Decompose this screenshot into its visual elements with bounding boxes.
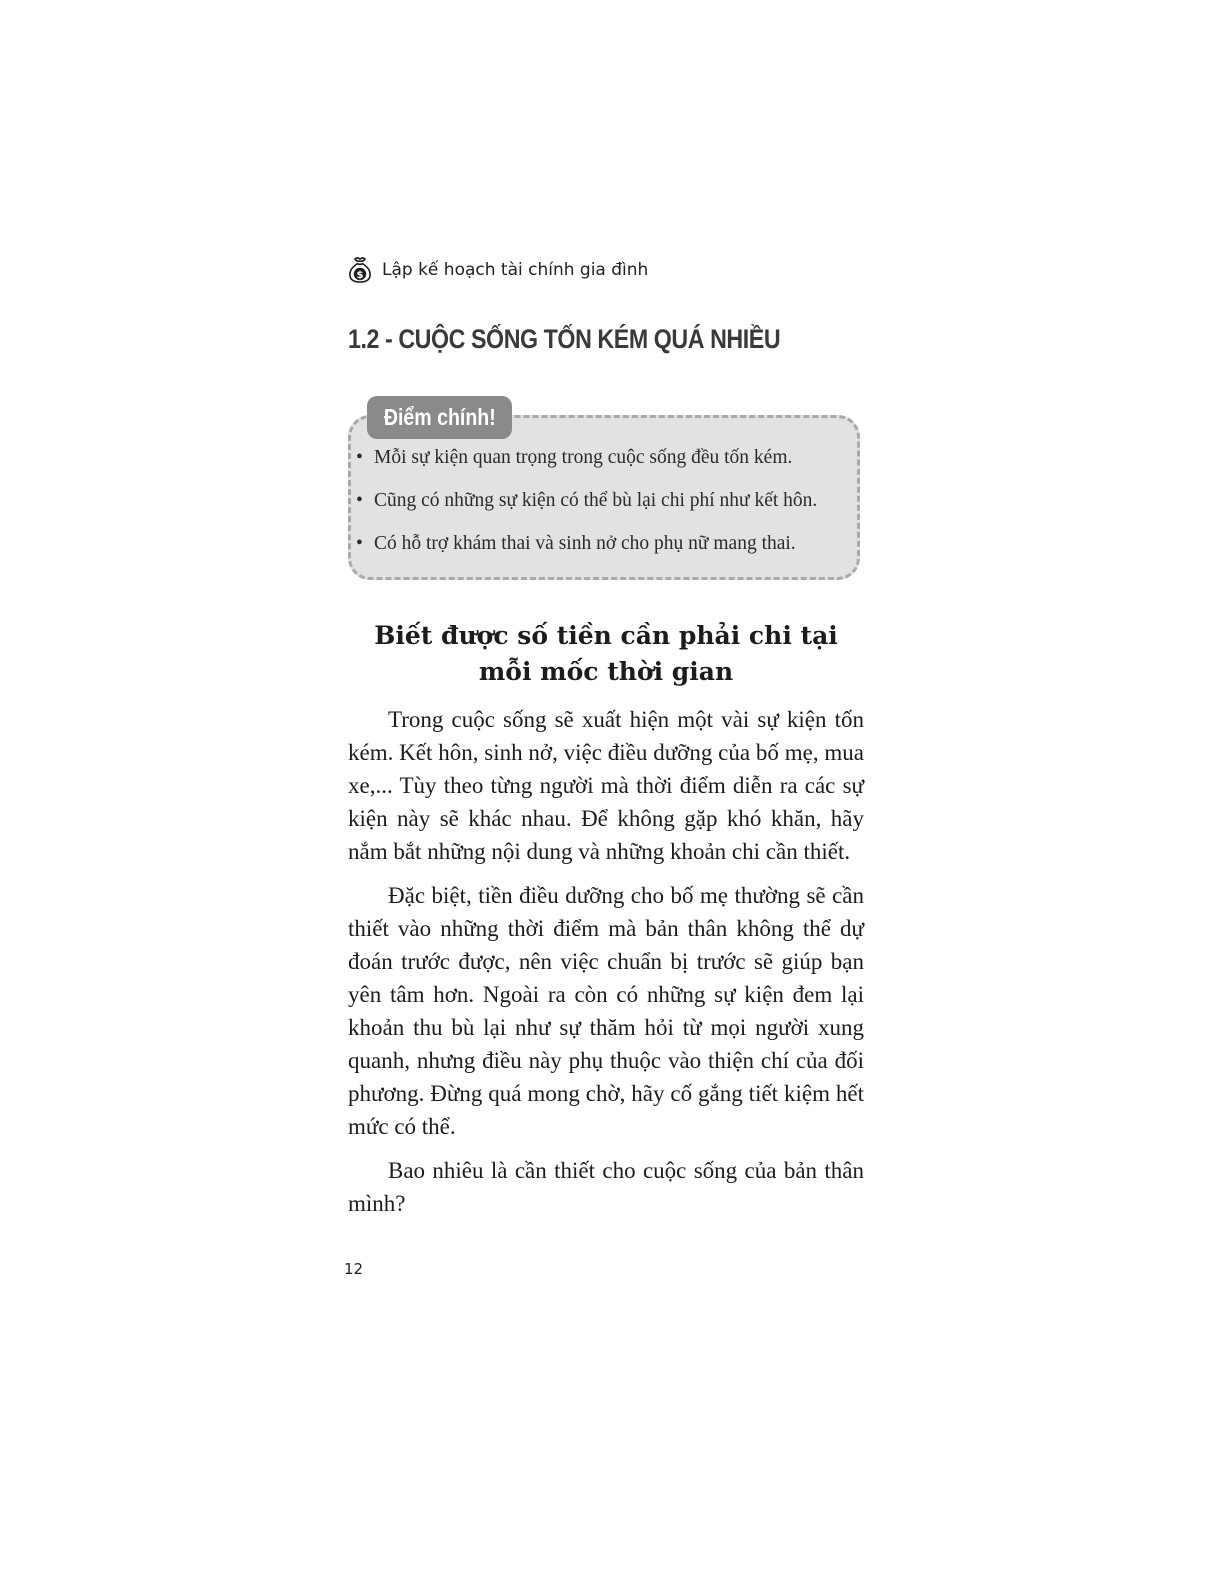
keypoint-item: • Mỗi sự kiện quan trọng trong cuộc sống đều tốn kém. — [356, 447, 793, 468]
running-title: Lập kế hoạch tài chính gia đình — [382, 260, 649, 280]
body-text — [348, 703, 864, 1231]
paragraph: Đặc biệt, tiền điều dưỡng cho bố mẹ thường sẽ cần thiết vào những thời điểm mà bản thân không thể dự đoán trước được, nên việc chuẩn bị trước sẽ giúp bạn yên tâm hơn. Ngoài ra còn có những sự kiện đem lại khoản thu bù lại như sự thăm hỏi từ mọi người xung quanh, nhưng điều này phụ thuộc vào thiện chí của đối phương. Đừng quá mong chờ, hãy cố gắng tiết kiệm hết mức có thể. — [348, 883, 864, 1139]
keypoint-item: • Có hỗ trợ khám thai và sinh nở cho phụ nữ mang thai. — [356, 533, 796, 554]
money-bag-icon — [346, 256, 374, 284]
page-number: 12 — [344, 1260, 364, 1278]
subheading: Biết được số tiền cần phải chi tại mỗi mốc thời gian — [374, 621, 838, 686]
paragraph: Bao nhiêu là cần thiết cho cuộc sống của bản thân mình? — [348, 1158, 864, 1216]
keypoints-label: Điểm chính! — [367, 396, 512, 439]
keypoint-item: • Cũng có những sự kiện có thể bù lại chi phí như kết hôn. — [356, 490, 818, 511]
section-title: 1.2 - CUỘC SỐNG TỐN KÉM QUÁ NHIỀU — [348, 324, 781, 354]
svg-text:$: $ — [356, 270, 364, 281]
running-header — [346, 256, 648, 284]
keypoints-list — [356, 445, 856, 574]
paragraph: Trong cuộc sống sẽ xuất hiện một vài sự kiện tốn kém. Kết hôn, sinh nở, việc điều dưỡng của bố mẹ, mua xe,... Tùy theo từng người mà thời điểm diễn ra các sự kiện này sẽ khác nhau. Để không gặp khó khăn, hãy nắm bắt những nội dung và những khoản chi cần thiết. — [348, 707, 864, 864]
